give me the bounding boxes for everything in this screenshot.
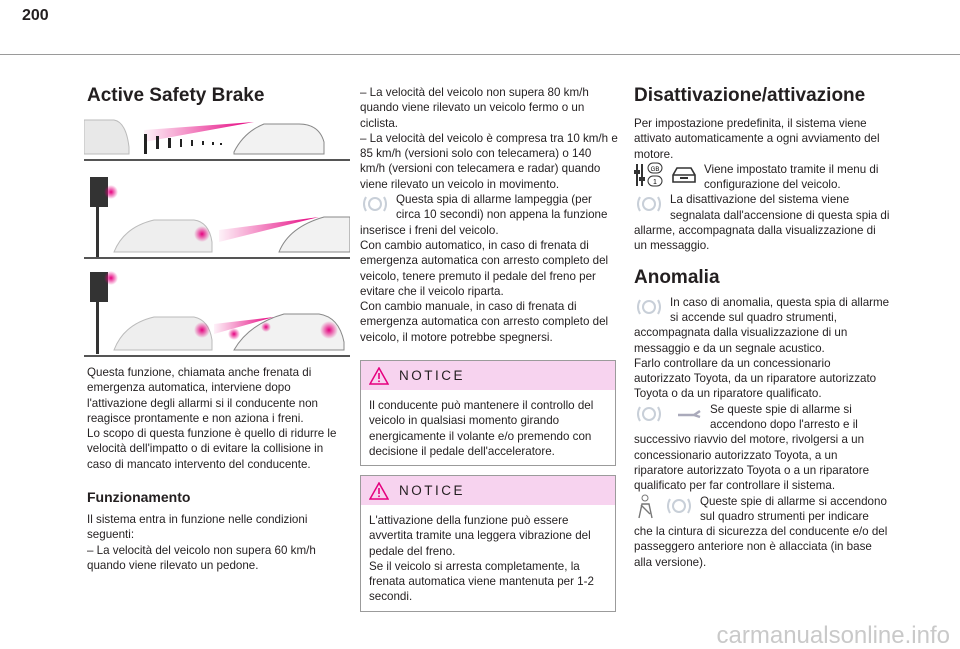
header-rule <box>0 54 960 55</box>
aeb-illustration <box>84 112 350 358</box>
seatbelt-icon <box>634 494 656 520</box>
gb-label: GB <box>650 166 660 173</box>
notice-text: L'attivazione della funzione può essere avvertita tramite una leggera vibrazione del pedale del freno. <box>369 514 591 558</box>
intro-paragraph: Questa funzione, chiamata anche frenata di emergenza automatica, interviene dopo l'attivazione degli allarmi si il conducente non reagisce prontamente e non aziona i freni. <box>87 366 318 425</box>
warning-triangle-icon <box>369 367 389 385</box>
column-1-text <box>87 365 349 573</box>
notice-box-1 <box>360 360 616 466</box>
one-label: 1 <box>653 178 657 186</box>
subsection-title: Funzionamento <box>87 489 191 506</box>
seatbelt-icons <box>634 494 694 520</box>
intro-paragraph-2: Lo scopo di questa funzione è quello di ridurre le velocità dell'impatto o di evitare la collisione in caso di mancato intervento del conducente. <box>87 427 337 471</box>
notice-label: NOTICE <box>399 482 466 498</box>
aeb-off-warning-light-icon <box>634 192 664 216</box>
warning-light-paragraph: Questa spia di allarme lampeggia (per circa 10 secondi) non appena la funzione inserisce i freni del veicolo. <box>360 193 608 237</box>
condition-moving: – La velocità del veicolo è compresa tra 10 km/h e 85 km/h (versioni solo con telecamera) o 140 km/h (versioni con telecamera e radar) quando viene rilevato un veicolo in movimento. <box>360 131 618 191</box>
car-icon <box>670 165 698 185</box>
seatbelt-paragraph: Queste spie di allarme si accendono sul quadro strumenti per indicare che la cintura di sicurezza del conducente e/o del passeggero anteriore non è allacciata (in base alla versione). <box>634 494 888 569</box>
settings-icons <box>634 162 698 188</box>
fault-icons <box>634 402 704 426</box>
settings-paragraph: Viene impostato tramite il menu di configurazione del veicolo. <box>704 162 879 192</box>
aeb-warning-light-icon <box>634 402 664 426</box>
column-2 <box>360 85 618 345</box>
section-title-deactivation: Disattivazione/attivazione <box>634 85 866 106</box>
anomaly-paragraph: In caso di anomalia, questa spia di allarme si accende sul quadro strumenti, accompagnata dalla visualizzazione di un messaggio e da un segnale acustico. <box>634 295 890 355</box>
notice-label: NOTICE <box>399 367 466 383</box>
aeb-warning-light-icon <box>360 192 390 216</box>
manual-gearbox-paragraph: Con cambio manuale, in caso di frenata di emergenza automatica con arresto completo del veicolo, il motore potrebbe spegnersi. <box>360 300 609 344</box>
function-paragraph: Il sistema entra in funzione nelle condizioni seguenti: <box>87 513 308 542</box>
automatic-gearbox-paragraph: Con cambio automatico, in caso di frenata di emergenza automatica con arresto completo del veicolo, tenere premuto il pedale del freno per evitare che il veicolo riparta. <box>360 238 609 298</box>
deactivation-paragraph: La disattivazione del sistema viene segnalata dall'accensione di questa spia di allarme, accompagnata dalla visualizzazione di un messaggio. <box>634 193 890 253</box>
function-condition: – La velocità del veicolo non supera 60 km/h quando viene rilevato un pedone. <box>87 543 316 572</box>
aeb-fault-warning-light-icon <box>634 295 664 319</box>
section-title-anomaly: Anomalia <box>634 266 720 288</box>
wrench-icon <box>674 402 704 426</box>
notice-text-2: Se il veicolo si arresta completamente, la frenata automatica viene mantenuta per 1-2 secondi. <box>369 559 594 604</box>
notice-text: Il conducente può mantenere il controllo del veicolo in qualsiasi momento girando energicamente il volante e/o premendo con decisione il pedale dell'acceleratore. <box>369 399 594 458</box>
settings-sliders-icon <box>634 162 664 188</box>
column-3 <box>634 85 890 570</box>
column-1 <box>87 85 349 107</box>
warning-triangle-icon <box>369 482 389 500</box>
restart-paragraph: Se queste spie di allarme si accendono dopo l'arresto e il successivo riavvio del motore, rivolgersi a un concessionario autorizzato Toyota, a un riparatore autorizzato Toyota o a un riparatore qualificato per far controllare il sistema. <box>634 402 870 493</box>
page-number: 200 <box>22 7 49 24</box>
condition-80: – La velocità del veicolo non supera 80 km/h quando viene rilevato un veicolo fermo o un ciclista. <box>360 86 589 130</box>
dealer-paragraph: Farlo controllare da un concessionario autorizzato Toyota, da un riparatore autorizzato Toyota o da un riparatore qualificato. <box>634 356 877 401</box>
watermark: carmanualsonline.info <box>716 621 950 649</box>
default-paragraph: Per impostazione predefinita, il sistema viene attivato automaticamente a ogni avviamento del motore. <box>634 117 880 161</box>
section-title: Active Safety Brake <box>87 85 265 106</box>
aeb-warning-light-icon <box>664 494 694 518</box>
notice-box-2 <box>360 475 616 612</box>
